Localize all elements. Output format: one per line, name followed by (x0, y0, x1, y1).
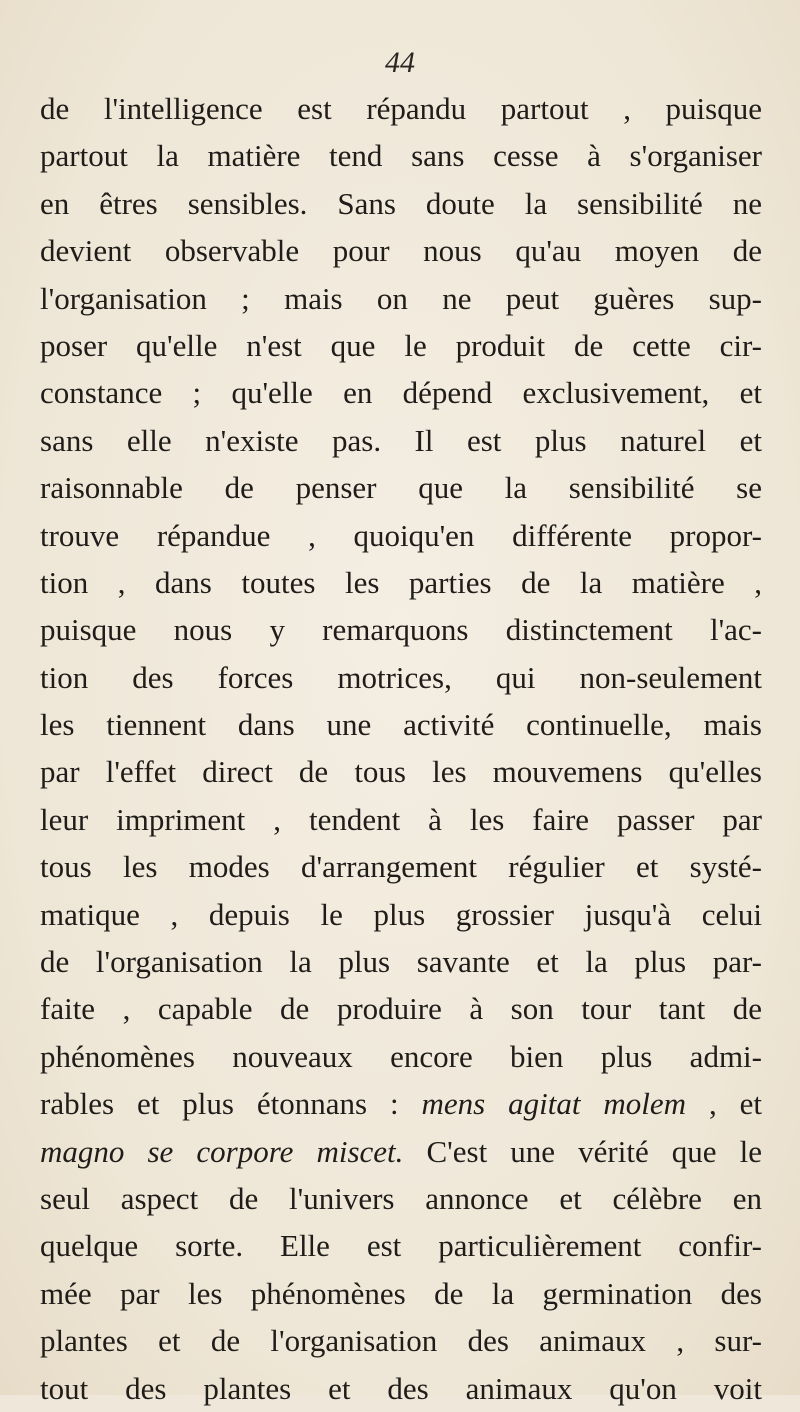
text-line: par l'effet direct de tous les mouvemens qu'elles (40, 754, 762, 790)
text-line: plantes et de l'organisation des animaux , sur- (40, 1323, 762, 1359)
text-line: devient observable pour nous qu'au moyen de (40, 233, 762, 269)
text-line: phénomènes nouveaux encore bien plus admi- (40, 1038, 762, 1074)
text-line (40, 1080, 762, 1127)
text-line: partout la matière tend sans cesse à s'organiser (40, 138, 762, 174)
text-line: les tiennent dans une activité continuelle, mais (40, 707, 762, 743)
page-number: 44 (385, 46, 415, 79)
italic-latin-quote: mens agitat molem (421, 1086, 687, 1122)
text-line: quelque sorte. Elle est particulièrement confir- (40, 1228, 762, 1264)
text-line: tout des plantes et des animaux qu'on voit (40, 1370, 762, 1406)
text-line: matique , depuis le plus grossier jusqu'à celui (40, 896, 762, 932)
text-line: de l'intelligence est répandu partout , puisque (40, 91, 762, 126)
text-line: constance ; qu'elle en dépend exclusivement, et (40, 375, 762, 411)
text-line (40, 1128, 762, 1175)
body-text (40, 85, 762, 1412)
text-line: l'organisation ; mais on ne peut guères sup- (40, 280, 762, 316)
text-line: puisque nous y remarquons distinctement l'ac- (40, 612, 762, 648)
text-line: seul aspect de l'univers annonce et célèbre en (40, 1180, 762, 1216)
text-line: de l'organisation la plus savante et la plus par- (40, 944, 762, 980)
text-line: en êtres sensibles. Sans doute la sensibilité ne (40, 185, 762, 221)
text-line: tion des forces motrices, qui non-seulement (40, 659, 762, 695)
text-line: sans elle n'existe pas. Il est plus naturel et (40, 422, 762, 458)
text-line: tous les modes d'arrangement régulier et systé- (40, 849, 762, 885)
text-line: tion , dans toutes les parties de la matière , (40, 564, 762, 600)
text-line: leur impriment , tendent à les faire passer par (40, 801, 762, 837)
text-line: poser qu'elle n'est que le produit de cette cir- (40, 327, 762, 363)
text-segment: C'est une vérité que le (403, 1133, 763, 1169)
italic-latin-quote: magno se corpore miscet. (40, 1133, 404, 1169)
text-segment: rables et plus étonnans : (40, 1086, 422, 1122)
text-line: raisonnable de penser que la sensibilité se (40, 470, 762, 506)
text-line: trouve répandue , quoiqu'en différente propor- (40, 517, 762, 553)
text-line: mée par les phénomènes de la germination des (40, 1275, 762, 1311)
text-segment: , et (686, 1086, 762, 1122)
text-line: faite , capable de produire à son tour tant de (40, 991, 762, 1027)
